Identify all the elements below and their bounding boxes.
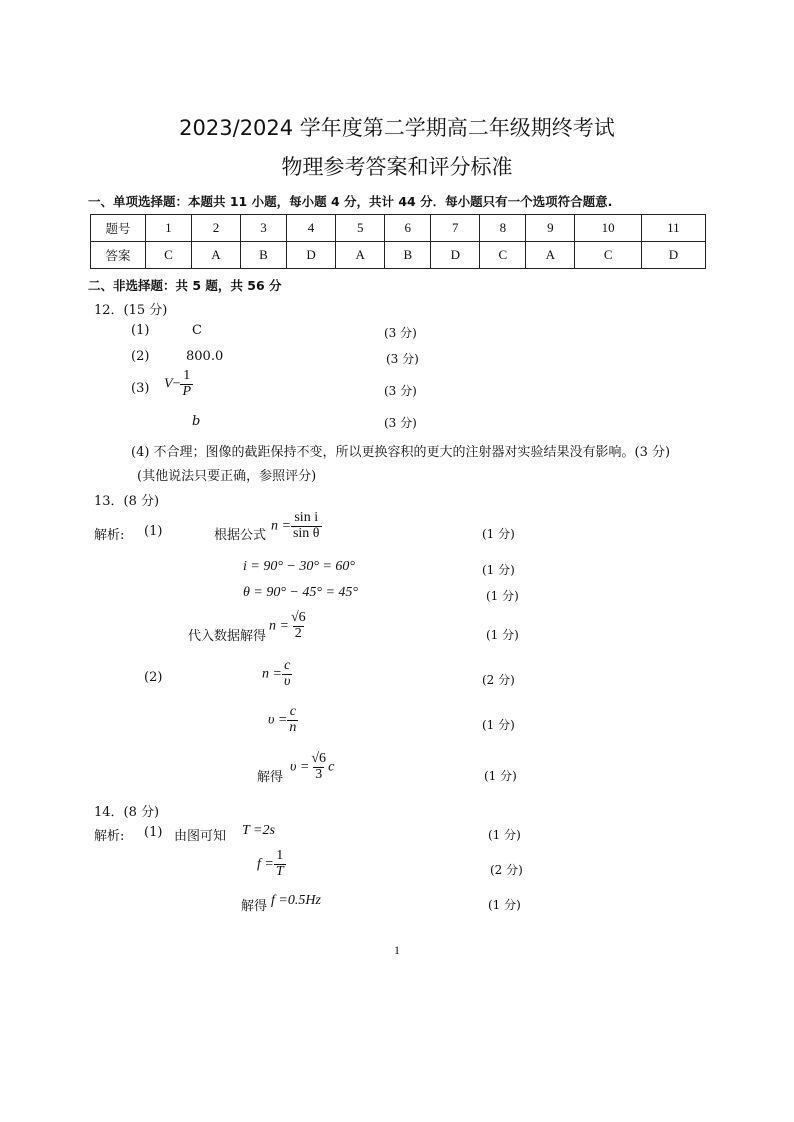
fraction: $\frac{√6}{3}$ [311,751,327,782]
q13-line4-prefix: 代入数据解得 [188,629,267,644]
q13-line5-formula: n = $\frac{c}{\upsilon}$ [262,658,291,689]
table-cell: 3 [241,215,287,242]
table-cell: 1 [146,215,192,242]
table-cell: 4 [286,215,335,242]
q13-line7-prefix: 解得 [257,770,284,785]
q12-part2-answer: 800.0 [186,349,224,364]
q12-part3-score: (3 分) [384,384,417,398]
table-cell: 11 [641,215,705,242]
q14-line3-score: (1 分) [488,898,521,912]
q13-line3-score: (1 分) [486,589,519,603]
table-cell: C [480,242,526,269]
table-cell: C [146,242,192,269]
table-cell: A [526,242,575,269]
q14-line2-score: (2 分) [490,863,523,877]
q14-line3-formula: f =0.5Hz [271,893,321,908]
table-cell: 7 [431,215,480,242]
fraction: $\frac{c}{\upsilon}$ [283,658,291,689]
section1-heading: 一、单项选择题：本题共 11 小题，每小题 4 分，共计 44 分．每小题只有一个选项符合题意. [88,194,613,209]
table-cell: 5 [336,215,385,242]
q13-line7-score: (1 分) [484,769,517,783]
q14-line2-formula: f = $\frac{1}{T}$ [257,848,284,879]
q13-line5-score: (2 分) [482,673,515,687]
q13-line6-score: (1 分) [482,718,515,732]
q13-line1-formula: n = $\frac{\text{sin i}}{\text{sin θ}}$ [271,510,320,541]
page-subtitle: 物理参考答案和评分标准 [281,155,513,179]
q12-part3-formula: V− $\frac{1}{P}$ [164,368,192,399]
row-label-answer: 答案 [91,242,146,269]
page-number: 1 [394,943,400,957]
q14-part1-label: (1) [144,825,163,840]
table-cell: D [286,242,335,269]
row-label-number: 题号 [91,215,146,242]
fraction: $\frac{1}{T}$ [275,848,284,879]
section2-heading: 二、非选择题：共 5 题，共 56 分 [88,278,282,293]
table-cell: 9 [526,215,575,242]
q12-part1-label: (1) [131,323,150,338]
q13-line4-formula: n = $\frac{√6}{2}$ [269,610,306,641]
q14-analysis-label: 解析: [94,829,125,844]
q12-part1-score: (3 分) [384,326,417,340]
table-cell: A [336,242,385,269]
q13-part1-label: (1) [144,524,163,539]
table-cell: D [641,242,705,269]
fraction: $\frac{1}{P}$ [182,368,192,399]
q14-line1-formula: T =2s [242,823,275,838]
fraction: $\frac{c}{n}$ [289,704,297,735]
q14-line1-score: (1 分) [488,828,521,842]
q12-part3-label: (3) [131,381,150,396]
table-cell: 10 [575,215,641,242]
table-cell: A [191,242,240,269]
q12-part4-text: (4) 不合理；图像的截距保持不变，所以更换容积的更大的注射器对实验结果没有影响。(3 分) [131,445,671,460]
q12-part3b-score: (3 分) [384,416,417,430]
table-row-numbers [91,215,706,242]
table-cell: D [431,242,480,269]
q14-line1-prefix: 由图可知 [174,829,227,844]
q12-header: 12．(15 分) [94,303,168,318]
q13-header: 13．(8 分) [94,494,160,509]
q14-line3-prefix: 解得 [241,899,268,914]
q12-part1-answer: C [192,323,202,338]
q14-header: 14．(8 分) [94,805,160,820]
table-cell: B [241,242,287,269]
q12-part2-score: (3 分) [386,352,419,366]
q13-line2-formula: i = 90° − 30° = 60° [243,559,356,574]
q12-part3b-answer: b [192,414,201,429]
q13-line7-formula: υ = $\frac{√6}{3}$ c [290,751,335,782]
q13-line3-formula: θ = 90° − 45° = 45° [243,585,359,600]
answer-table [90,214,706,269]
q13-line1-prefix: 根据公式 [214,528,267,543]
q13-analysis-label: 解析: [94,528,125,543]
table-cell: 2 [191,215,240,242]
page-title: 2023/2024 学年度第二学期高二年级期终考试 [179,116,615,140]
q13-line2-score: (1 分) [482,563,515,577]
q13-line4-score: (1 分) [486,628,519,642]
q12-part4-note: (其他说法只要正确，参照评分) [137,469,317,484]
table-row-answers [91,242,706,269]
fraction: $\frac{√6}{2}$ [290,610,306,641]
fraction: $\frac{\text{sin i}}{\text{sin θ}}$ [292,510,320,541]
q13-part2-label: (2) [144,670,163,685]
q12-part2-label: (2) [131,349,150,364]
q13-line1-score: (1 分) [482,527,515,541]
table-cell: 8 [480,215,526,242]
table-cell: C [575,242,641,269]
q13-line6-formula: υ = $\frac{c}{n}$ [268,704,297,735]
table-cell: B [385,242,431,269]
table-cell: 6 [385,215,431,242]
